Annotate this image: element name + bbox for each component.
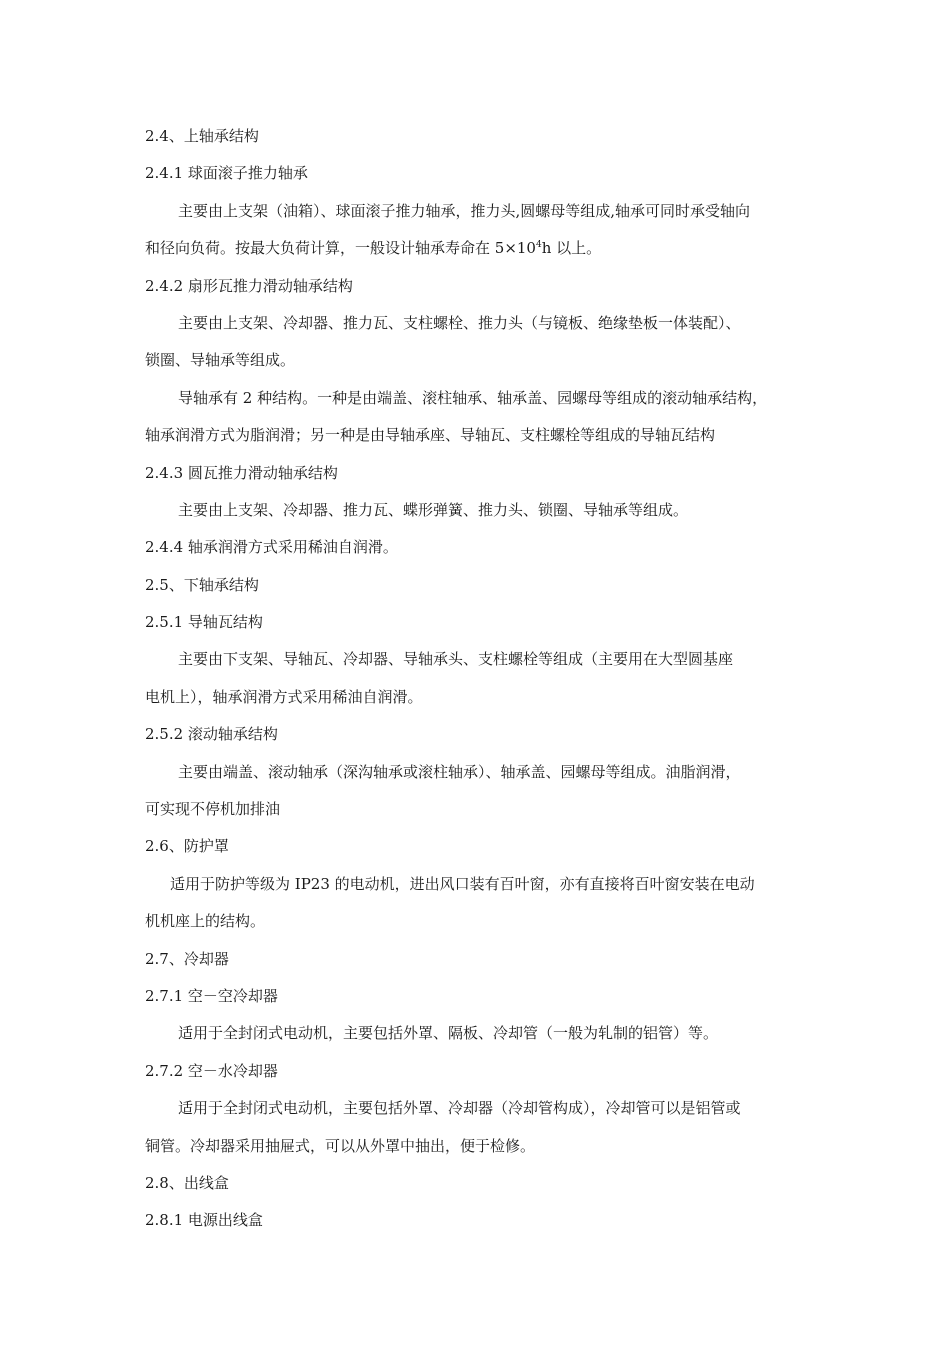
paragraph-continuation-line: 铜管。冷却器采用抽屉式，可以从外罩中抽出，便于检修。	[145, 1136, 536, 1155]
paragraph-first-line: 主要由端盖、滚动轴承（深沟轴承或滚柱轴承）、轴承盖、园螺母等组成。油脂润滑，	[178, 762, 741, 781]
paragraph-first-line: 适用于防护等级为 IP23 的电动机，进出风口装有百叶窗，亦有直接将百叶窗安装在电动	[170, 874, 755, 893]
paragraph-first-line: 适用于全封闭式电动机，主要包括外罩、隔板、冷却管（一般为轧制的铝管）等。	[178, 1024, 719, 1043]
section-heading: 2.4、上轴承结构	[145, 127, 259, 145]
paragraph-first-line: 适用于全封闭式电动机，主要包括外罩、冷却器（冷却管构成），冷却管可以是铝管或	[178, 1099, 741, 1118]
superscript-exponent: 4	[535, 240, 542, 251]
paragraph-first-line: 主要由上支架、冷却器、推力瓦、蝶形弹簧、推力头、锁圈、导轴承等组成。	[178, 500, 689, 519]
paragraph-first-line: 导轴承有 2 种结构。一种是由端盖、滚柱轴承、轴承盖、园螺母等组成的滚动轴承结构，	[178, 388, 768, 407]
section-heading: 2.5.1 导轴瓦结构	[145, 613, 263, 632]
section-heading: 2.5、下轴承结构	[145, 575, 259, 594]
section-heading: 2.6、防护罩	[145, 837, 229, 856]
text-run: 和径向负荷。按最大负荷计算，一般设计轴承寿命在 5×10	[145, 239, 536, 258]
section-heading: 2.8、出线盒	[145, 1173, 229, 1192]
section-heading: 2.4.2 扇形瓦推力滑动轴承结构	[145, 276, 353, 295]
section-heading: 2.8.1 电源出线盒	[145, 1211, 263, 1230]
paragraph-continuation-line: 锁圈、导轴承等组成。	[145, 351, 296, 370]
paragraph-first-line: 主要由上支架（油箱）、球面滚子推力轴承，推力头,圆螺母等组成,轴承可同时承受轴向	[178, 201, 751, 220]
section-heading: 2.4.4 轴承润滑方式采用稀油自润滑。	[145, 538, 398, 557]
section-heading: 2.4.1 球面滚子推力轴承	[145, 164, 308, 183]
paragraph-first-line: 主要由下支架、导轴瓦、冷却器、导轴承头、支柱螺栓等组成（主要用在大型圆基座	[178, 650, 734, 669]
section-heading: 2.4.3 圆瓦推力滑动轴承结构	[145, 463, 338, 482]
text-run: h 以上。	[541, 239, 602, 258]
section-heading: 2.7.2 空－水冷却器	[145, 1061, 278, 1080]
paragraph-continuation-line: 轴承润滑方式为脂润滑；另一种是由导轴承座、导轴瓦、支柱螺栓等组成的导轴瓦结构	[145, 426, 716, 445]
section-heading: 2.7、冷却器	[145, 949, 229, 968]
paragraph-continuation-line: 机机座上的结构。	[145, 912, 266, 931]
paragraph-continuation-line	[145, 230, 811, 267]
document-body	[145, 118, 811, 1240]
section-heading: 2.5.2 滚动轴承结构	[145, 725, 278, 744]
paragraph-first-line: 主要由上支架、冷却器、推力瓦、支柱螺栓、推力头（与镜板、绝缘垫板一体装配）、	[178, 313, 741, 332]
paragraph-continuation-line: 电机上），轴承润滑方式采用稀油自润滑。	[145, 687, 423, 706]
section-heading: 2.7.1 空－空冷却器	[145, 986, 278, 1005]
paragraph-continuation-line: 可实现不停机加排油	[145, 800, 281, 819]
